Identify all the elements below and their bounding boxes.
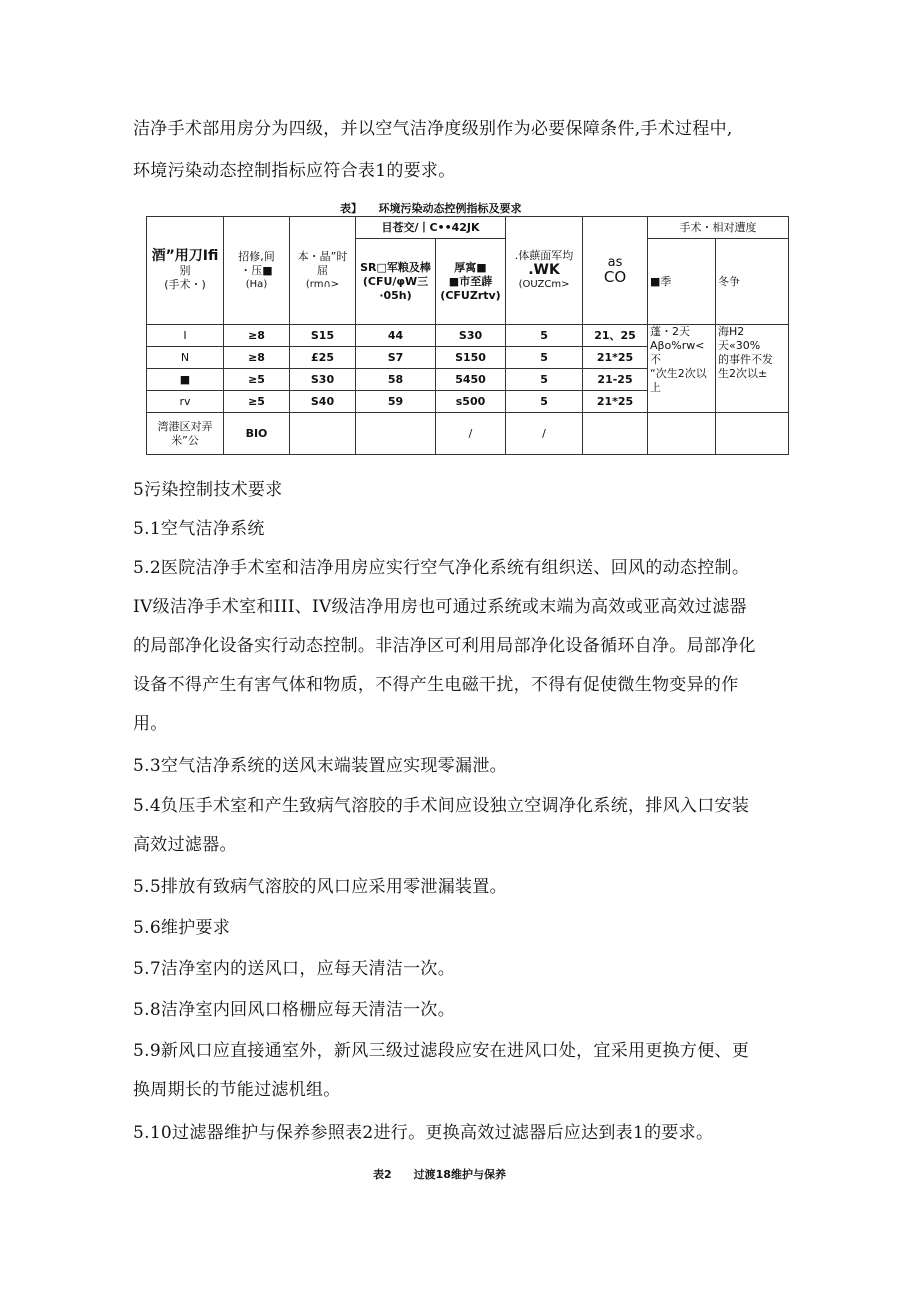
table-row: 湾港区对弄 米”公 BIO / / <box>147 413 789 455</box>
section-5: 5污染控制技术要求 <box>133 480 283 500</box>
header-change: 招修,间 ・压■ (Ha) <box>224 217 290 325</box>
paragraph-line: 用。 <box>133 714 168 734</box>
season2-note: 海H2天«30% 的事件不发 生2次以± <box>716 325 789 413</box>
table2-caption: 表2 过渡18维护与保养 <box>373 1168 506 1181</box>
paragraph-line: IV级洁净手术室和III、IV级洁净用房也可通过系统或末端为高效或亚高效过滤器 <box>133 597 747 617</box>
section-5-3: 5.3空气洁净系统的送风末端装置应实现零漏泄。 <box>133 756 507 776</box>
header-season2: 冬争 <box>716 239 789 325</box>
section-5-10: 5.10过滤器维护与保养参照表2进行。更换高效过滤器后应达到表1的要求。 <box>133 1123 714 1143</box>
intro-line-2: 环境污染动态控制指标应符合表1的要求。 <box>133 161 456 181</box>
header-level: 酒”用刀Ifi 别 (手术・) <box>147 217 224 325</box>
paragraph-line: 高效过滤器。 <box>133 835 237 855</box>
section-5-7: 5.7洁净室内的送风口，应每天清洁一次。 <box>133 959 456 979</box>
paragraph-line: 换周期长的节能过滤机组。 <box>133 1080 341 1100</box>
section-5-2: 5.2医院洁净手术室和洁净用房应实行空气净化系统有组织送、回风的动态控制。 <box>133 558 750 578</box>
section-5-8: 5.8洁净室内回风口格栅应每天清洁一次。 <box>133 1000 456 1020</box>
header-asco: as CO <box>583 217 648 325</box>
paragraph-line: 的局部净化设备实行动态控制。非洁净区可利用局部净化设备循环自净。局部净化 <box>133 636 756 656</box>
section-5-1: 5.1空气洁净系统 <box>133 519 265 539</box>
section-5-6: 5.6维护要求 <box>133 918 231 938</box>
table1-caption: 表】 环境污染动态控例指标及要求 <box>340 202 522 215</box>
section-5-9: 5.9新风口应直接通室外，新风三级过滤段应安在进风口处，宜采用更换方便、更 <box>133 1041 750 1061</box>
intro-line-1: 洁净手术部用房分为四级，并以空气洁净度级别作为必要保障条件,手术过程中, <box>133 119 733 139</box>
header-relative: 手术・相对遭度 <box>648 217 789 239</box>
header-time: 本・晶”时 屈 (rm∩> <box>290 217 356 325</box>
season1-note: 蓬・2天 Aβo%rw<不 “次生2次以 上 <box>648 325 716 413</box>
section-5-5: 5.5排放有致病气溶胶的风口应采用零泄漏装置。 <box>133 877 507 897</box>
table-row: ■ ≥5 S30 58 5450 5 21-25 <box>147 369 789 391</box>
header-group: 目苍交/丨C••42JK <box>356 217 506 239</box>
table1 <box>146 216 789 455</box>
table-row: I ≥8 S15 44 S30 5 21、25 蓬・2天 Aβo%rw<不 “次生2次以 上 海H2天«30% 的事件不发 生2次以± <box>147 325 789 347</box>
header-thick: 厚寓■ ■市至薜 (CFUZrtv) <box>436 239 506 325</box>
paragraph-line: 设备不得产生有害气体和物质，不得产生电磁干扰，不得有促使微生物变异的作 <box>133 675 739 695</box>
header-sr: SR□军粮及棒 (CFU/φW三 ·05h) <box>356 239 436 325</box>
section-5-4: 5.4负压手术室和产生致病气溶胶的手术间应设独立空调净化系统，排风入口安装 <box>133 796 750 816</box>
table-row: rv ≥5 S40 59 s500 5 21*25 <box>147 391 789 413</box>
header-season1: ■季 <box>648 239 716 325</box>
header-surface: .体蕻面军均 .WK (OUZCm> <box>506 217 583 325</box>
table-row: N ≥8 £25 S7 S150 5 21*25 <box>147 347 789 369</box>
